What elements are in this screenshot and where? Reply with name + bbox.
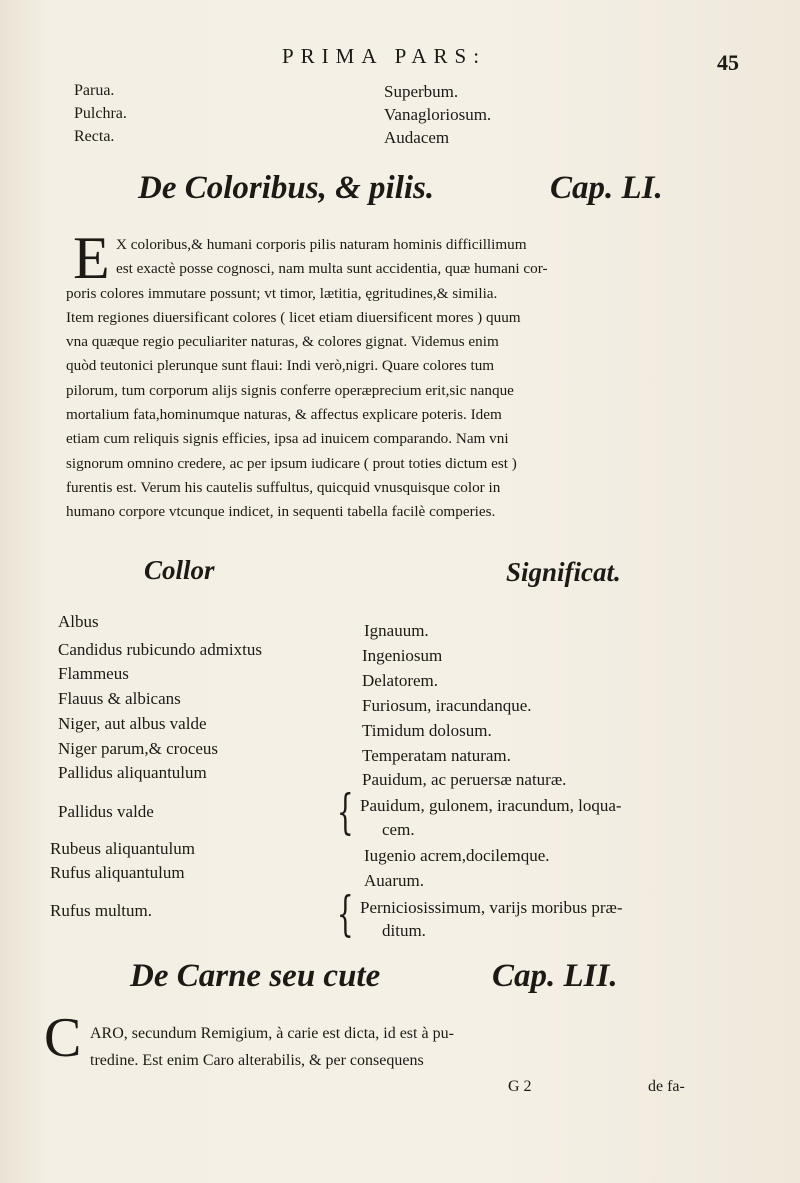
paragraph-line: X coloribus,& humani corporis pilis naturam hominis difficillimum — [116, 236, 527, 253]
paragraph-line: tredine. Est enim Caro alterabilis, & per consequens — [90, 1052, 424, 1069]
chapter-51-title: De Coloribus, & pilis. — [138, 170, 435, 206]
meaning-item: Delatorem. — [362, 671, 438, 690]
catchword: de fa- — [648, 1078, 685, 1095]
paragraph-line: etiam cum reliquis signis efficies, ipsa ad inuicem comparando. Nam vni — [66, 430, 509, 448]
chapter-51-number: Cap. LI. — [550, 170, 663, 206]
paragraph-line: est exactè posse cognosci, nam multa sunt accidentia, quæ humani cor- — [116, 260, 548, 278]
running-head: PRIMA PARS: — [282, 44, 487, 68]
paragraph-line: Item regiones diuersificant colores ( licet etiam diuersificent mores ) quum — [66, 308, 521, 326]
page-number: 45 — [717, 50, 739, 75]
top-list-item: Pulchra. — [74, 105, 127, 122]
top-list-item: Audacem — [384, 128, 450, 147]
top-list-item: Parua. — [74, 82, 115, 99]
color-item: Pallidus aliquantulum — [58, 763, 207, 782]
paragraph-line: humano corpore vtcunque indicet, in sequenti tabella facilè comperies. — [66, 503, 496, 521]
top-list-item: Vanagloriosum. — [384, 105, 492, 124]
meaning-item: ditum. — [382, 921, 426, 940]
top-list-item: Recta. — [74, 128, 115, 145]
meaning-item: Ingeniosum — [362, 646, 443, 665]
color-item: Niger parum,& croceus — [58, 739, 219, 758]
chapter-51-paragraph — [66, 233, 756, 525]
signature-mark: G 2 — [508, 1078, 532, 1095]
color-item: Flammeus — [58, 664, 129, 683]
paragraph-line: signorum omnino credere, ac per ipsum iudicare ( prout toties dictum est ) — [66, 454, 517, 472]
color-item: Flauus & albicans — [58, 689, 181, 708]
color-item: Pallidus valde — [58, 802, 154, 821]
meaning-item: Ignauum. — [364, 621, 429, 640]
meaning-item: Auarum. — [364, 871, 424, 890]
chapter-52-number: Cap. LII. — [492, 958, 618, 994]
chapter-52-title: De Carne seu cute — [130, 958, 381, 994]
paragraph-line: ARO, secundum Remigium, à carie est dicta, id est à pu- — [90, 1025, 454, 1042]
drop-cap: C — [44, 1007, 82, 1069]
paragraph-line: furentis est. Verum his cautelis suffultus, quicquid vnusquisque color in — [66, 478, 501, 496]
top-list-left — [74, 79, 127, 148]
paragraph-line: poris colores immutare possunt; vt timor, lætitia, ęgritudines,& similia. — [66, 284, 498, 302]
column-heading-color: Collor — [144, 555, 215, 585]
meaning-item: Temperatam naturam. — [362, 746, 511, 765]
meaning-item: Perniciosissimum, varijs moribus præ- — [360, 898, 623, 917]
color-item: Albus — [58, 612, 99, 631]
meaning-item: Timidum dolosum. — [362, 721, 492, 740]
meaning-item: Furiosum, iracundanque. — [362, 696, 532, 715]
meaning-item: Iugenio acrem,docilemque. — [364, 846, 550, 865]
drop-cap: E — [73, 225, 110, 291]
meaning-item: Pauidum, ac peruersæ naturæ. — [362, 770, 567, 789]
color-item: Rufus multum. — [50, 901, 153, 920]
color-item: Rufus aliquantulum — [50, 863, 185, 882]
meaning-item: Pauidum, gulonem, iracundum, loqua- — [360, 796, 622, 815]
color-item: Candidus rubicundo admixtus — [58, 640, 262, 659]
top-list-right — [384, 80, 491, 149]
color-item: Rubeus aliquantulum — [50, 839, 195, 858]
brace-icon: { — [336, 886, 354, 942]
column-heading-meaning: Significat. — [506, 557, 621, 587]
paragraph-line: quòd teutonici plerunque sunt flaui: Indi verò,nigri. Quare colores tum — [66, 357, 495, 375]
chapter-52-paragraph — [90, 1020, 454, 1074]
paragraph-line: vna quæque regio peculiariter naturas, & colores gignat. Videmus enim — [66, 333, 499, 351]
brace-icon: { — [336, 784, 354, 840]
top-list-item: Superbum. — [384, 82, 459, 101]
paragraph-line: mortalium fata,hominumque naturas, & affectus explicare poteris. Idem — [66, 406, 502, 424]
paragraph-line: pilorum, tum corporum alijs signis conferre operæprecium erit,sic nanque — [66, 381, 514, 399]
meaning-item: cem. — [382, 820, 415, 839]
color-item: Niger, aut albus valde — [58, 714, 207, 733]
